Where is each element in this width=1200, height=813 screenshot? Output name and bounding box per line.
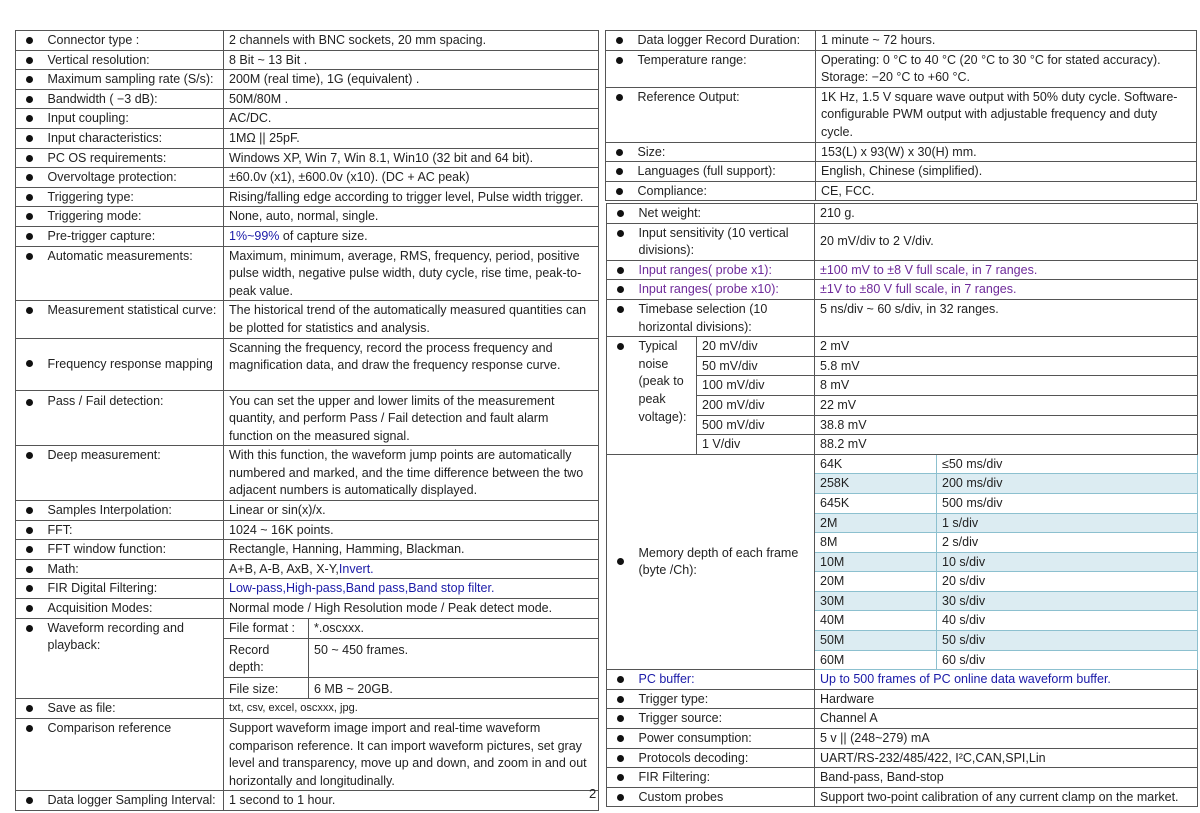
bullet-icon	[616, 94, 623, 101]
memory-depth: 645K	[815, 493, 937, 513]
noise-value: 2 mV	[815, 337, 1198, 357]
spec-label: Connector type :	[44, 31, 224, 51]
spec-row	[606, 31, 1197, 51]
memory-timebase: 60 s/div	[937, 650, 1198, 670]
spec-value: Channel A	[815, 709, 1198, 729]
noise-range: 50 mV/div	[697, 356, 815, 376]
spec-label: Typical noise (peak to peak voltage):	[635, 337, 697, 455]
memory-depth: 50M	[815, 631, 937, 651]
spec-row	[16, 520, 599, 540]
spec-label: Triggering mode:	[44, 207, 224, 227]
spec-label: Data logger Record Duration:	[634, 31, 816, 51]
spec-row	[16, 246, 599, 301]
memory-timebase: 1 s/div	[937, 513, 1198, 533]
bullet-icon	[617, 735, 624, 742]
bullet-icon	[26, 213, 33, 220]
spec-label: Input ranges( probe x1):	[635, 260, 815, 280]
spec-row	[16, 226, 599, 246]
bullet-icon	[617, 306, 624, 313]
spec-label: Triggering type:	[44, 187, 224, 207]
spec-row	[607, 729, 1198, 749]
memory-depth: 60M	[815, 650, 937, 670]
spec-label: Power consumption:	[635, 729, 815, 749]
memory-timebase: 10 s/div	[937, 552, 1198, 572]
spec-label: Automatic measurements:	[44, 246, 224, 301]
spec-value: 1 second to 1 hour.	[224, 791, 599, 811]
spec-value: 210 g.	[815, 204, 1198, 224]
spec-label: Input ranges( probe x10):	[635, 280, 815, 300]
bullet-icon	[26, 507, 33, 514]
sub-label: File size:	[224, 677, 309, 699]
bullet-icon	[26, 566, 33, 573]
spec-label: Vertical resolution:	[44, 50, 224, 70]
spec-value: With this function, the waveform jump points are automatically numbered and marked, and the time difference between the two adjacent numbers is automatically displayed.	[224, 446, 599, 501]
bullet-icon	[26, 527, 33, 534]
noise-range: 200 mV/div	[697, 395, 815, 415]
bullet-icon	[617, 715, 624, 722]
bullet-icon	[26, 57, 33, 64]
spec-label: Data logger Sampling Interval:	[44, 791, 224, 811]
spec-label: Memory depth of each frame (byte /Ch):	[635, 454, 815, 670]
spec-row	[607, 768, 1198, 788]
spec-value: Maximum, minimum, average, RMS, frequency, period, positive pulse width, negative pulse width, duty cycle, rise time, peak-to-peak value.	[224, 246, 599, 301]
bullet-icon	[26, 96, 33, 103]
sub-value: 50 ~ 450 frames.	[309, 638, 599, 677]
bullet-icon	[26, 625, 33, 632]
spec-label: Bandwidth ( −3 dB):	[44, 89, 224, 109]
memory-timebase: ≤50 ms/div	[937, 454, 1198, 474]
noise-row	[607, 337, 1198, 357]
spec-value: Rising/falling edge according to trigger level, Pulse width trigger.	[224, 187, 599, 207]
spec-row	[16, 338, 599, 390]
spec-label: Input sensitivity (10 vertical divisions):	[635, 223, 815, 260]
spec-label: FFT:	[44, 520, 224, 540]
spec-value: ±1V to ±80 V full scale, in 7 ranges.	[815, 280, 1198, 300]
spec-value: txt, csv, excel, oscxxx, jpg.	[224, 699, 599, 719]
spec-value: UART/RS-232/485/422, I²C,CAN,SPI,Lin	[815, 748, 1198, 768]
spec-row	[16, 390, 599, 446]
spec-value: English, Chinese (simplified).	[816, 162, 1197, 182]
spec-row	[16, 301, 599, 338]
bullet-icon	[617, 755, 624, 762]
spec-label: FFT window function:	[44, 540, 224, 560]
spec-value: Support two-point calibration of any current clamp on the market.	[815, 787, 1198, 807]
bullet-icon	[616, 37, 623, 44]
memory-depth: 10M	[815, 552, 937, 572]
spec-value: ±100 mV to ±8 V full scale, in 7 ranges.	[815, 260, 1198, 280]
memory-timebase: 20 s/div	[937, 572, 1198, 592]
noise-value: 5.8 mV	[815, 356, 1198, 376]
bullet-icon	[26, 360, 33, 367]
memory-depth: 20M	[815, 572, 937, 592]
spec-label: PC OS requirements:	[44, 148, 224, 168]
spec-value: Band-pass, Band-stop	[815, 768, 1198, 788]
bullet-icon	[616, 149, 623, 156]
spec-row	[607, 748, 1198, 768]
spec-value: Up to 500 frames of PC online data waveform buffer.	[815, 670, 1198, 690]
noise-range: 100 mV/div	[697, 376, 815, 396]
bullet-icon	[616, 168, 623, 175]
spec-label: Compliance:	[634, 181, 816, 201]
spec-value: 1 minute ~ 72 hours.	[816, 31, 1197, 51]
noise-range: 20 mV/div	[697, 337, 815, 357]
spec-row	[16, 148, 599, 168]
spec-value: 200M (real time), 1G (equivalent) .	[224, 70, 599, 90]
spec-value: Support waveform image import and real-time waveform comparison reference. It can import waveform pictures, set gray level and transparency, move up and down, and zoom in and out horizontally and longitudinally.	[224, 719, 599, 791]
bullet-icon	[617, 286, 624, 293]
spec-value: Operating: 0 °C to 40 °C (20 °C to 30 °C for stated accuracy). Storage: −20 °C to +60 °C.	[816, 50, 1197, 87]
spec-row	[607, 787, 1198, 807]
bullet-icon	[26, 452, 33, 459]
bullet-icon	[617, 210, 624, 217]
bullet-icon	[26, 233, 33, 240]
bullet-icon	[26, 37, 33, 44]
spec-row	[16, 719, 599, 791]
right-spec-table	[606, 203, 1198, 807]
spec-value: 5 v || (248~279) mA	[815, 729, 1198, 749]
memory-timebase: 500 ms/div	[937, 493, 1198, 513]
sub-value: 6 MB ~ 20GB.	[309, 677, 599, 699]
spec-row	[16, 207, 599, 227]
spec-label: Reference Output:	[634, 87, 816, 142]
bullet-icon	[26, 399, 33, 406]
spec-row	[16, 791, 599, 811]
value-text: of capture size.	[279, 228, 368, 243]
bullet-icon	[26, 725, 33, 732]
spec-label: Save as file:	[44, 699, 224, 719]
spec-value: None, auto, normal, single.	[224, 207, 599, 227]
spec-row	[16, 579, 599, 599]
spec-value: 1MΩ || 25pF.	[224, 128, 599, 148]
spec-row	[16, 50, 599, 70]
bullet-icon	[617, 696, 624, 703]
spec-label: Pass / Fail detection:	[44, 390, 224, 446]
memory-depth: 40M	[815, 611, 937, 631]
spec-label: Measurement statistical curve:	[44, 301, 224, 338]
spec-label: Trigger source:	[635, 709, 815, 729]
spec-row	[606, 162, 1197, 182]
spec-value	[224, 559, 599, 579]
spec-label: Acquisition Modes:	[44, 599, 224, 619]
spec-value: Rectangle, Hanning, Hamming, Blackman.	[224, 540, 599, 560]
spec-row	[607, 689, 1198, 709]
spec-row	[606, 142, 1197, 162]
sub-label: Record depth:	[224, 638, 309, 677]
bullet-icon	[26, 705, 33, 712]
bullet-icon	[26, 174, 33, 181]
bullet-icon	[26, 605, 33, 612]
spec-label: Waveform recording and playback:	[44, 618, 224, 699]
spec-row	[16, 109, 599, 129]
spec-label: Comparison reference	[44, 719, 224, 791]
bullet-icon	[26, 76, 33, 83]
spec-label: Maximum sampling rate (S/s):	[44, 70, 224, 90]
spec-value: Low-pass,High-pass,Band pass,Band stop filter.	[224, 579, 599, 599]
noise-value: 8 mV	[815, 376, 1198, 396]
spec-value: ±60.0v (x1), ±600.0v (x10). (DC + AC peak)	[224, 168, 599, 188]
spec-value: Normal mode / High Resolution mode / Peak detect mode.	[224, 599, 599, 619]
spec-label: Input characteristics:	[44, 128, 224, 148]
bullet-icon	[617, 676, 624, 683]
spec-row	[607, 260, 1198, 280]
spec-row	[16, 128, 599, 148]
spec-value: CE, FCC.	[816, 181, 1197, 201]
spec-value: 8 Bit ~ 13 Bit .	[224, 50, 599, 70]
spec-value: 50M/80M .	[224, 89, 599, 109]
spec-label: Pre-trigger capture:	[44, 226, 224, 246]
spec-value: Hardware	[815, 689, 1198, 709]
bullet-icon	[26, 546, 33, 553]
spec-row	[16, 559, 599, 579]
spec-value: Scanning the frequency, record the process frequency and magnification data, and draw the frequency response curve.	[224, 338, 599, 390]
spec-value: AC/DC.	[224, 109, 599, 129]
noise-range: 500 mV/div	[697, 415, 815, 435]
spec-row	[16, 501, 599, 521]
highlight-text: 1%~99%	[229, 228, 280, 243]
spec-row	[16, 618, 599, 638]
noise-value: 38.8 mV	[815, 415, 1198, 435]
spec-value: You can set the upper and lower limits of the measurement quantity, and perform Pass / Fail detection and fault alarm function on the measured signal.	[224, 390, 599, 446]
bullet-icon	[616, 188, 623, 195]
memory-depth: 258K	[815, 474, 937, 494]
memory-depth: 64K	[815, 454, 937, 474]
bullet-icon	[26, 155, 33, 162]
spec-value: Linear or sin(x)/x.	[224, 501, 599, 521]
spec-label: Protocols decoding:	[635, 748, 815, 768]
memory-timebase: 30 s/div	[937, 591, 1198, 611]
spec-row	[16, 599, 599, 619]
noise-value: 88.2 mV	[815, 435, 1198, 455]
spec-row	[16, 699, 599, 719]
left-spec-table	[15, 30, 599, 811]
spec-label: Deep measurement:	[44, 446, 224, 501]
spec-row	[16, 540, 599, 560]
spec-label: Math:	[44, 559, 224, 579]
spec-label: FIR Digital Filtering:	[44, 579, 224, 599]
spec-label: Custom probes	[635, 787, 815, 807]
value-text: A+B, A-B, AxB, X-Y,	[229, 561, 339, 576]
spec-value: 5 ns/div ~ 60 s/div, in 32 ranges.	[815, 299, 1198, 336]
spec-label: Size:	[634, 142, 816, 162]
bullet-icon	[617, 343, 624, 350]
memory-depth: 8M	[815, 533, 937, 553]
spec-row	[607, 204, 1198, 224]
spec-label: Timebase selection (10 horizontal divisions):	[635, 299, 815, 336]
spec-row	[607, 299, 1198, 336]
bullet-icon	[617, 230, 624, 237]
spec-row	[606, 87, 1197, 142]
memory-timebase: 50 s/div	[937, 631, 1198, 651]
memory-timebase: 40 s/div	[937, 611, 1198, 631]
noise-value: 22 mV	[815, 395, 1198, 415]
bullet-icon	[26, 135, 33, 142]
spec-row	[607, 223, 1198, 260]
bullet-icon	[617, 794, 624, 801]
bullet-icon	[26, 585, 33, 592]
spec-row	[16, 89, 599, 109]
spec-row	[16, 31, 599, 51]
spec-label: Samples Interpolation:	[44, 501, 224, 521]
sub-value: *.oscxxx.	[309, 618, 599, 638]
spec-label: PC buffer:	[635, 670, 815, 690]
spec-label: FIR Filtering:	[635, 768, 815, 788]
bullet-icon	[26, 797, 33, 804]
right-top-spec-table	[605, 30, 1197, 201]
memory-timebase: 2 s/div	[937, 533, 1198, 553]
bullet-icon	[617, 558, 624, 565]
spec-value: 1K Hz, 1.5 V square wave output with 50% duty cycle. Software-configurable PWM output with adjustable frequency and duty cycle.	[816, 87, 1197, 142]
spec-value: 1024 ~ 16K points.	[224, 520, 599, 540]
spec-value: Windows XP, Win 7, Win 8.1, Win10 (32 bit and 64 bit).	[224, 148, 599, 168]
spec-row	[16, 187, 599, 207]
bullet-icon	[616, 57, 623, 64]
bullet-icon	[26, 115, 33, 122]
highlight-text: Invert.	[338, 561, 374, 576]
spec-label: Frequency response mapping	[44, 338, 224, 390]
page-number: 2	[589, 786, 597, 801]
spec-row	[606, 50, 1197, 87]
spec-row	[607, 709, 1198, 729]
bullet-icon	[26, 194, 33, 201]
spec-label: Net weight:	[635, 204, 815, 224]
memory-row	[607, 454, 1198, 474]
spec-row	[16, 168, 599, 188]
spec-value: 153(L) x 93(W) x 30(H) mm.	[816, 142, 1197, 162]
sub-label: File format :	[224, 618, 309, 638]
spec-label: Input coupling:	[44, 109, 224, 129]
noise-range: 1 V/div	[697, 435, 815, 455]
bullet-icon	[617, 267, 624, 274]
spec-row	[607, 280, 1198, 300]
bullet-icon	[617, 774, 624, 781]
spec-value: 2 channels with BNC sockets, 20 mm spacing.	[224, 31, 599, 51]
spec-row	[606, 181, 1197, 201]
spec-label: Languages (full support):	[634, 162, 816, 182]
bullet-icon	[26, 253, 33, 260]
spec-label: Overvoltage protection:	[44, 168, 224, 188]
memory-depth: 2M	[815, 513, 937, 533]
bullet-icon	[26, 307, 33, 314]
spec-value	[224, 226, 599, 246]
spec-row	[16, 70, 599, 90]
spec-value: 20 mV/div to 2 V/div.	[815, 223, 1198, 260]
spec-value: The historical trend of the automatically measured quantities can be plotted for statistics and analysis.	[224, 301, 599, 338]
memory-timebase: 200 ms/div	[937, 474, 1198, 494]
spec-row	[607, 670, 1198, 690]
spec-row	[16, 446, 599, 501]
spec-label: Trigger type:	[635, 689, 815, 709]
memory-depth: 30M	[815, 591, 937, 611]
spec-label: Temperature range:	[634, 50, 816, 87]
